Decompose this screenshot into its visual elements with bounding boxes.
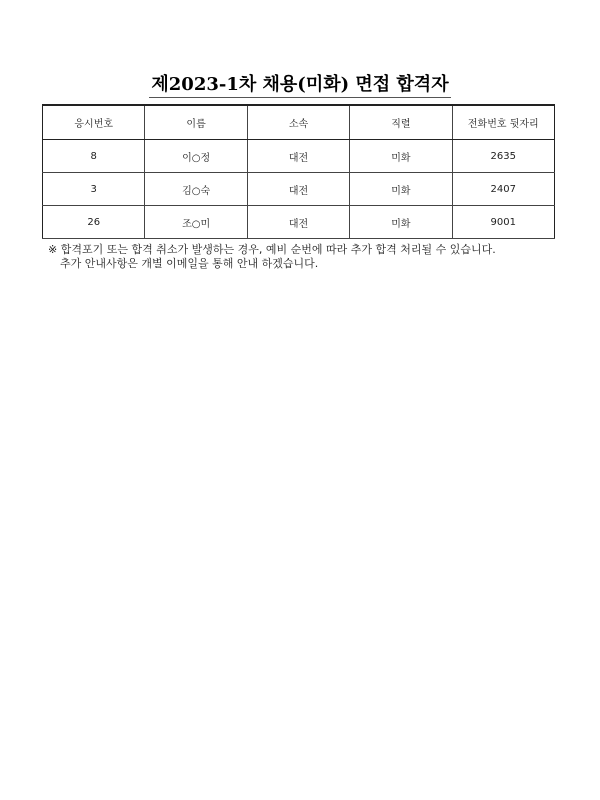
- cell-name: 김○숙: [145, 173, 247, 206]
- column-header-job-series: 직렬: [350, 105, 452, 140]
- table-row: [43, 173, 555, 206]
- cell-name: 조○미: [145, 206, 247, 239]
- table-row: [43, 140, 555, 173]
- cell-affiliation: 대전: [247, 173, 349, 206]
- cell-affiliation: 대전: [247, 206, 349, 239]
- cell-applicant-number: 3: [43, 173, 145, 206]
- cell-affiliation: 대전: [247, 140, 349, 173]
- cell-phone-last-digits: 9001: [452, 206, 554, 239]
- results-table: [42, 104, 555, 239]
- note-line-email-notice: 추가 안내사항은 개별 이메일을 통해 안내 하겠습니다.: [60, 257, 319, 270]
- document-title-text: 제2023-1차 채용(미화) 면접 합격자: [149, 73, 450, 98]
- cell-job-series: 미화: [350, 140, 452, 173]
- cell-job-series: 미화: [350, 206, 452, 239]
- table-row: [43, 206, 555, 239]
- cell-name: 이○정: [145, 140, 247, 173]
- column-header-applicant-number: 응시번호: [43, 105, 145, 140]
- cell-applicant-number: 26: [43, 206, 145, 239]
- cell-job-series: 미화: [350, 173, 452, 206]
- note-line-additional-pass: ※ 합격포기 또는 합격 취소가 발생하는 경우, 예비 순번에 따라 추가 합격 처리될 수 있습니다.: [48, 243, 496, 256]
- column-header-affiliation: 소속: [247, 105, 349, 140]
- column-header-name: 이름: [145, 105, 247, 140]
- cell-phone-last-digits: 2407: [452, 173, 554, 206]
- document-title: [0, 70, 600, 100]
- cell-phone-last-digits: 2635: [452, 140, 554, 173]
- column-header-phone-last-digits: 전화번호 뒷자리: [452, 105, 554, 140]
- table-header-row: [43, 105, 555, 140]
- cell-applicant-number: 8: [43, 140, 145, 173]
- notes-section: [48, 243, 568, 271]
